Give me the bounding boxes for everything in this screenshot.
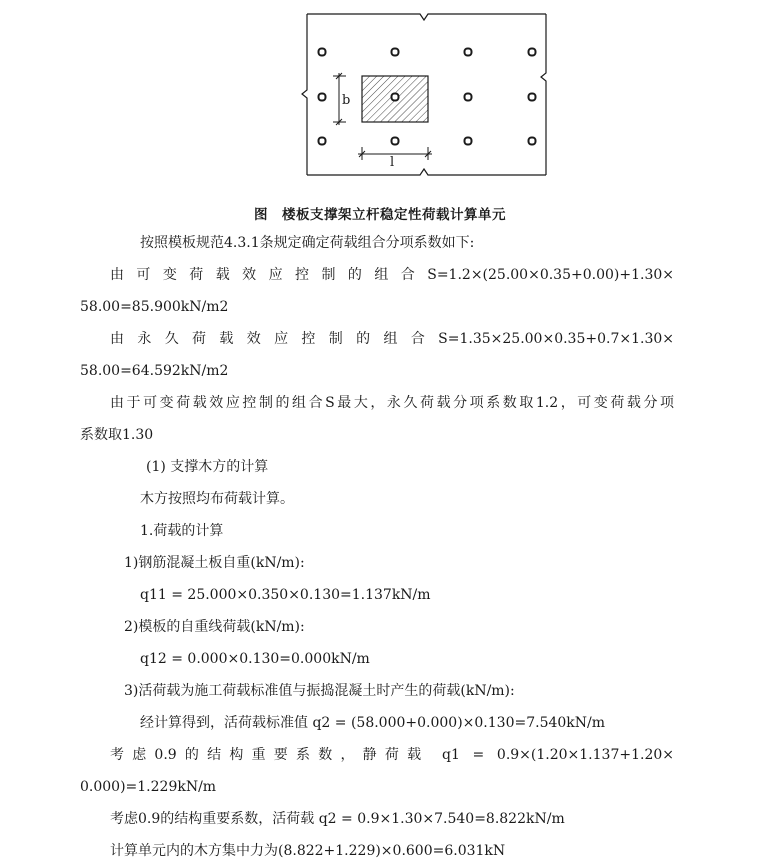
text-line-10: 2)模板的自重线荷载(kN/m): — [124, 619, 305, 635]
text-line-6: 木方按照均布荷载计算。 — [140, 491, 294, 507]
bottom-edge-break-line — [307, 169, 546, 175]
text-line-14b: 0.000)=1.229kN/m — [80, 779, 217, 795]
text-line-11: q12 = 0.000×0.130=0.000kN/m — [140, 651, 370, 667]
text-line-1: 按照模板规范4.3.1条规定确定荷载组合分项系数如下: — [140, 235, 475, 251]
pole-marker — [319, 49, 326, 56]
dimension-b-label: b — [342, 93, 351, 108]
text-line-13: 经计算得到，活荷载标准值 q2 = (58.000+0.000)×0.130=7.540kN/m — [140, 715, 606, 731]
pole-marker — [392, 94, 399, 101]
pole-marker — [465, 138, 472, 145]
text-line-16: 计算单元内的木方集中力为(8.822+1.229)×0.600=6.031kN — [110, 843, 506, 859]
pole-marker — [465, 49, 472, 56]
pole-marker — [319, 94, 326, 101]
text-line-2b: 58.00=85.900kN/m2 — [80, 299, 229, 315]
pole-marker — [529, 49, 536, 56]
pole-marker — [392, 138, 399, 145]
load-unit-figure — [0, 0, 760, 190]
text-line-7: 1.荷载的计算 — [140, 523, 224, 539]
text-line-15: 考虑0.9的结构重要系数，活荷载 q2 = 0.9×1.30×7.540=8.822kN/m — [110, 811, 565, 827]
dimension-l-label: l — [390, 155, 395, 170]
floor-plan-diagram — [0, 0, 760, 190]
pole-marker — [319, 138, 326, 145]
pole-marker — [465, 94, 472, 101]
text-line-8: 1)钢筋混凝土板自重(kN/m): — [124, 555, 305, 571]
text-line-3b: 58.00=64.592kN/m2 — [80, 363, 229, 379]
text-line-3a: 由永久荷载效应控制的组合S=1.35×25.00×0.35+0.7×1.30× — [110, 331, 674, 347]
text-line-4a: 由于可变荷载效应控制的组合S最大，永久荷载分项系数取1.2，可变荷载分项 — [110, 395, 674, 411]
pole-marker — [529, 138, 536, 145]
text-line-12: 3)活荷载为施工荷载标准值与振捣混凝土时产生的荷载(kN/m): — [124, 683, 515, 699]
dimension-l — [358, 147, 432, 160]
text-line-2a: 由可变荷载效应控制的组合S=1.2×(25.00×0.35+0.00)+1.30× — [110, 267, 674, 283]
text-line-14a: 考虑0.9的结构重要系数，静荷载 q1 = 0.9×(1.20×1.137+1.20× — [110, 747, 674, 763]
pole-marker — [392, 49, 399, 56]
text-line-9: q11 = 25.000×0.350×0.130=1.137kN/m — [140, 587, 431, 603]
left-edge-break-line — [302, 14, 307, 175]
text-line-4b: 系数取1.30 — [80, 427, 154, 443]
figure-caption: 图 楼板支撑架立杆稳定性荷载计算单元 — [254, 207, 506, 223]
top-edge-break-line — [307, 14, 546, 20]
right-edge-break-line — [541, 14, 546, 175]
text-line-5: (1) 支撑木方的计算 — [146, 459, 269, 475]
pole-marker — [529, 94, 536, 101]
